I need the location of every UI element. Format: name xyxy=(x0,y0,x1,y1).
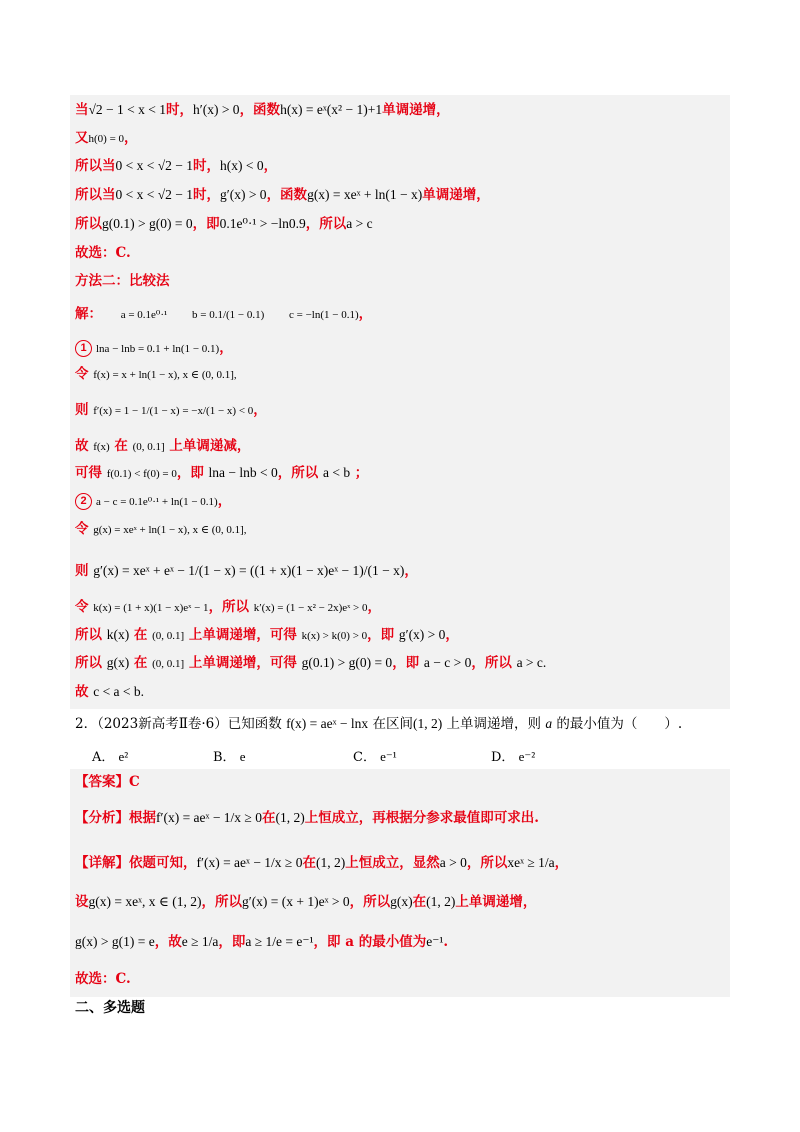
method-line-3: 令 f(x) = x + ln(1 − x), x ∈ (0, 0.1], xyxy=(75,366,237,382)
option-c[interactable]: C． e⁻¹ xyxy=(353,749,397,765)
solution-line-1: 当√2 − 1 < x < 1时，h′(x) > 0，函数h(x) = eˣ(x² − 1)+1单调递增， xyxy=(75,102,450,118)
method-line-10: 令 k(x) = (1 + x)(1 − x)eˣ − 1，所以 k′(x) = (1 − x² − 2x)eˣ > 0， xyxy=(75,599,381,615)
solution-line-6: 故选：C. xyxy=(75,245,131,261)
solution-line-5: 所以g(0.1) > g(0) = 0，即0.1e⁰·¹ > −ln0.9，所以a > c xyxy=(75,216,373,232)
solution-line-3: 所以当0 < x < √2 − 1时，h(x) < 0， xyxy=(75,158,278,174)
option-b[interactable]: B． e xyxy=(213,749,246,765)
method-line-7: 2 a − c = 0.1e⁰·¹ + ln(1 − 0.1)， xyxy=(75,491,231,512)
circled-number-1: 1 xyxy=(75,340,92,357)
detail-line-4: 故选：C. xyxy=(75,971,131,987)
circled-number-2: 2 xyxy=(75,493,92,510)
method-line-5: 故 f(x) 在 (0, 0.1] 上单调递减， xyxy=(75,438,251,454)
method-line-12: 所以 g(x) 在 (0, 0.1] 上单调递增，可得 g(0.1) > g(0) = 0，即 a − c > 0，所以 a > c. xyxy=(75,655,547,671)
solution-line-2: 又h(0) = 0， xyxy=(75,130,138,146)
detail-line-1: 【详解】依题可知，f′(x) = aeˣ − 1/x ≥ 0在(1, 2)上恒成立，显然a > 0，所以xeˣ ≥ 1/a， xyxy=(75,855,569,871)
answer-block-background xyxy=(70,769,730,997)
method-line-13: 故 c < a < b. xyxy=(75,684,145,700)
method-line-4: 则 f′(x) = 1 − 1/(1 − x) = −x/(1 − x) < 0， xyxy=(75,402,267,418)
method-line-6: 可得 f(0.1) < f(0) = 0，即 lna − lnb < 0，所以 a < b ； xyxy=(75,465,369,481)
method-two-heading: 方法二：比较法 xyxy=(75,273,170,289)
question-2-stem: 2．（2023新高考Ⅱ卷·6）已知函数 f(x) = aeˣ − lnx 在区间(1, 2) 上单调递增，则 a 的最小值为（ ）. xyxy=(75,716,683,732)
answer-line: 【答案】C xyxy=(75,774,140,790)
solution-line-4: 所以当0 < x < √2 − 1时，g′(x) > 0，函数g(x) = xeˣ + ln(1 − x)单调递增， xyxy=(75,187,490,203)
analysis-line: 【分析】根据f′(x) = aeˣ − 1/x ≥ 0在(1, 2)上恒成立，再根据分参求最值即可求出. xyxy=(75,810,539,826)
method-line-11: 所以 k(x) 在 (0, 0.1] 上单调递增，可得 k(x) > k(0) > 0，即 g′(x) > 0， xyxy=(75,627,459,643)
method-line-8: 令 g(x) = xeˣ + ln(1 − x), x ∈ (0, 0.1], xyxy=(75,521,247,537)
method-line-9: 则 g′(x) = xeˣ + eˣ − 1/(1 − x) = ((1 + x)(1 − x)eˣ − 1)/(1 − x)， xyxy=(75,563,418,579)
detail-line-2: 设g(x) = xeˣ, x ∈ (1, 2)，所以g′(x) = (x + 1)eˣ > 0，所以g(x)在(1, 2)上单调递增， xyxy=(75,894,537,910)
option-d[interactable]: D． e⁻² xyxy=(491,749,536,765)
method-line-2: 1 lna − lnb = 0.1 + ln(1 − 0.1)， xyxy=(75,338,233,359)
option-a[interactable]: A． e² xyxy=(92,749,129,765)
detail-line-3: g(x) > g(1) = e，故e ≥ 1/a，即a ≥ 1/e = e⁻¹，即 a 的最小值为e⁻¹. xyxy=(75,934,449,950)
method-line-1: 解： a = 0.1e⁰·¹ b = 0.1/(1 − 0.1) c = −ln(1 − 0.1)， xyxy=(75,306,373,322)
section-heading: 二、多选题 xyxy=(75,1000,145,1016)
